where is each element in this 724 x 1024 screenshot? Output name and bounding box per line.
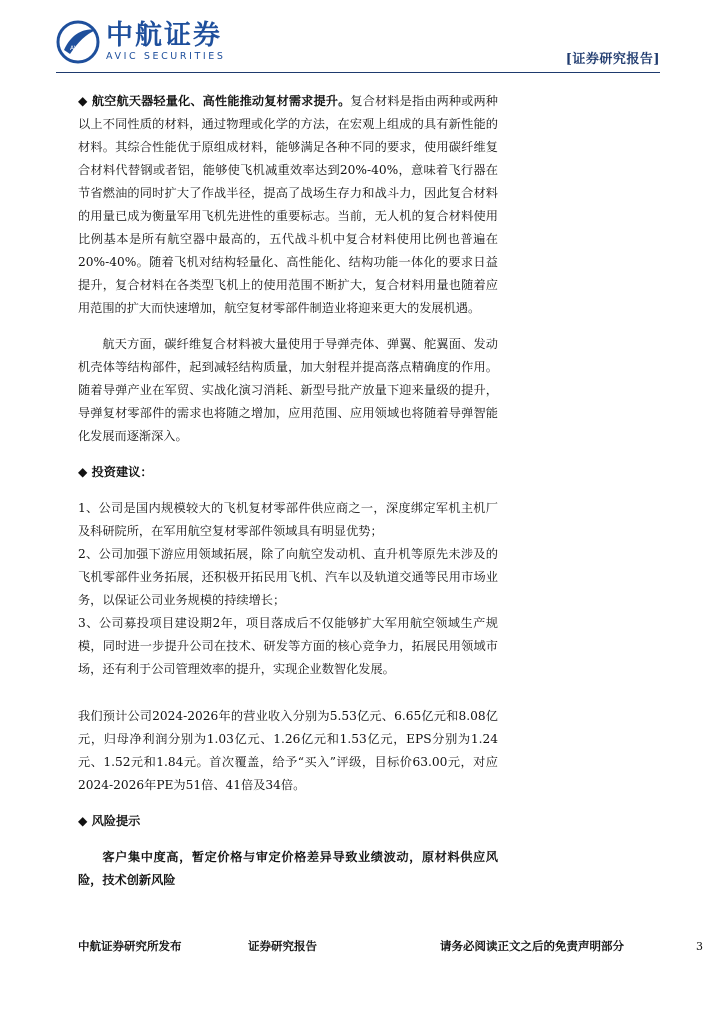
paragraph-composites [78,90,498,320]
company-logo [56,20,226,64]
avic-logo-icon [56,20,100,64]
page-number: 3 [696,940,703,953]
logo-en: AVIC SECURITIES [106,51,226,62]
paragraph-risk: 客户集中度高，暂定价格与审定价格差异导致业绩波动，原材料供应风险，技术创新风险 [78,850,498,887]
page-header [56,20,660,68]
list-item: 1、公司是国内规模较大的飞机复材零部件供应商之一，深度绑定军机主机厂及科研院所，在军用航空复材零部件领域具有明显优势； [78,501,498,538]
paragraph-lead: ◆ 航空航天器轻量化、高性能推动复材需求提升。 [78,94,351,108]
footer-publisher: 中航证券研究所发布 [78,939,182,953]
list-item: 2、公司加强下游应用领域拓展，除了向航空发动机、直升机等原先未涉及的飞机零部件业务拓展，还积极开拓民用飞机、汽车以及轨道交通等民用市场业务，以保证公司业务规模的持续增长； [78,547,498,607]
paragraph-text: 复合材料是指由两种或两种以上不同性质的材料，通过物理或化学的方法，在宏观上组成的具有新性能的材料。其综合性能优于原组成材料，能够满足各种不同的要求，使用碳纤维复合材料代替钢或者铝，能够使飞机减重效率达到20%-40%，意味着飞行器在节省燃油的同时扩大了作战半径，提高了战场生存力和战斗力，因此复合材料的用量已成为衡量军用飞机先进性的重要标志。当前，无人机的复合材料使用比例基本是所有航空器中最高的，五代战斗机中复合材料使用比例也普遍在20%-40%。随着飞机对结构轻量化、高性能化、结构功能一体化的要求日益提升，复合材料在各类型飞机上的使用范围不断扩大，复合材料用量也随着应用范围的扩大而快速增加，航空复材零部件制造业将迎来更大的发展机遇。 [78,94,498,315]
svg-text:AVIC: AVIC [70,45,84,52]
paragraph-forecast: 我们预计公司2024-2026年的营业收入分别为5.53亿元、6.65亿元和8.08亿元，归母净利润分别为1.03亿元、1.26亿元和1.53亿元，EPS分别为1.24元、1.52元和1.84元。首次覆盖，给予“买入”评级，目标价63.00元，对应2024-2026年PE为51倍、41倍及34倍。 [78,709,498,792]
section-title-investment: ◆ 投资建议： [78,465,153,479]
paragraph-aerospace: 航天方面，碳纤维复合材料被大量使用于导弹壳体、弹翼、舵翼面、发动机壳体等结构部件，起到减轻结构质量，加大射程并提高落点精确度的作用。随着导弹产业在军贸、实战化演习消耗、新型号批产放量下迎来量级的提升，导弹复材零部件的需求也将随之增加，应用范围、应用领域也将随着导弹智能化发展而逐渐深入。 [78,337,498,443]
footer-report-type: 证券研究报告 [248,939,317,953]
logo-cn: 中航证券 [106,20,222,51]
list-item: 3、公司募投项目建设期2年，项目落成后不仅能够扩大军用航空领域生产规模，同时进一步提升公司在技术、研发等方面的核心竞争力，拓展民用领域市场，还有利于公司管理效率的提升，实现企业数智化发展。 [78,616,498,676]
footer-disclaimer: 请务必阅读正文之后的免责声明部分 [440,939,624,953]
main-content [78,90,498,892]
header-divider [56,72,660,73]
section-title-risk: ◆ 风险提示 [78,814,141,828]
report-tag: [证券研究报告] [565,52,660,67]
